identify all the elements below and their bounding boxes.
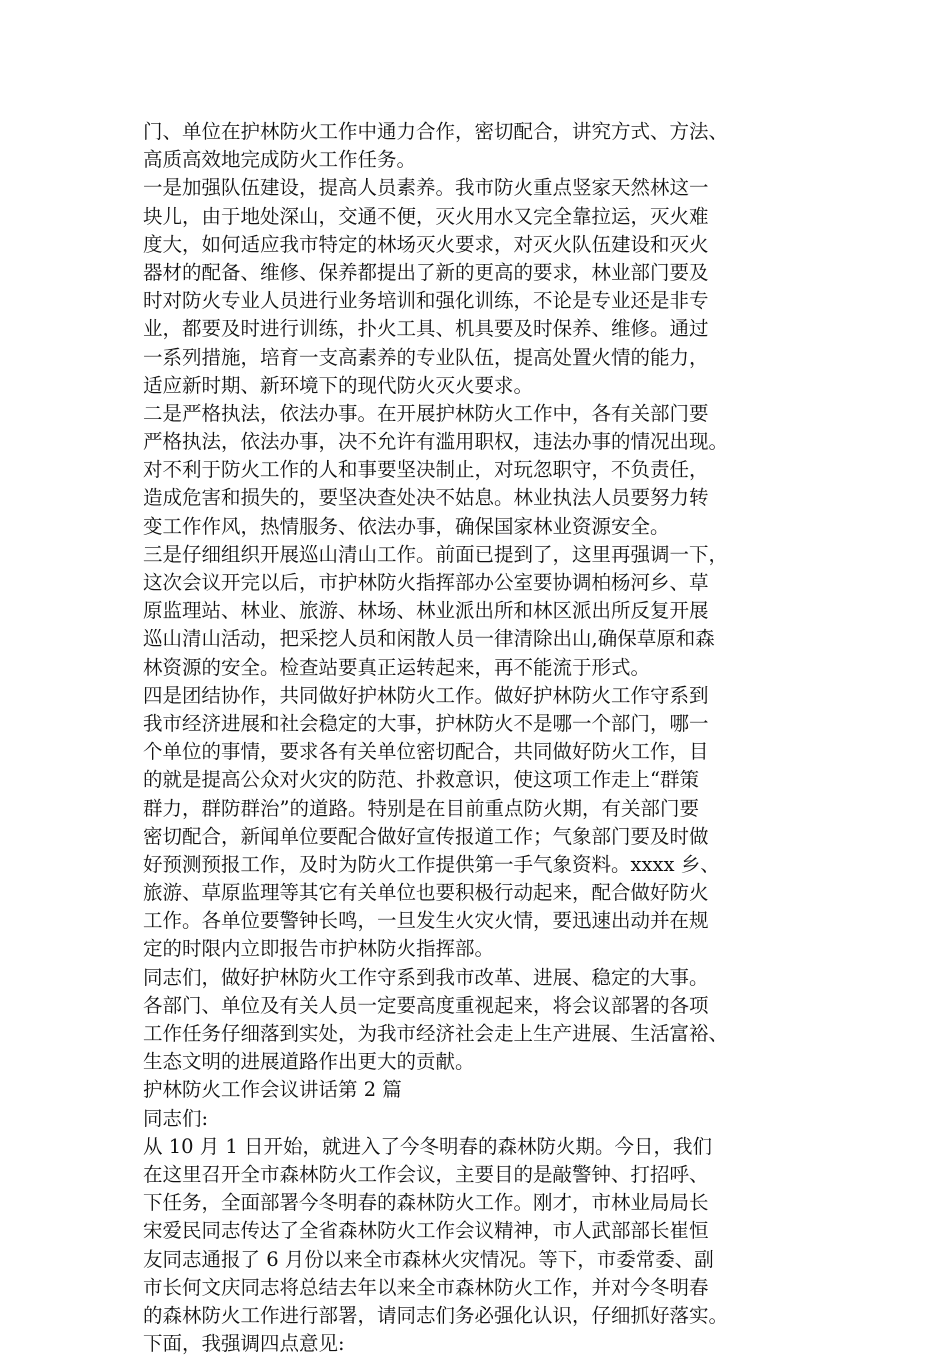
text-line: 工作。各单位要警钟长鸣，一旦发生火灾火情，要迅速出动并在规 <box>143 909 709 933</box>
text-line: 同志们，做好护林防火工作守系到我市改革、进展、稳定的大事。 <box>143 965 709 989</box>
document-body <box>143 118 833 1358</box>
text-line: 从 10 月 1 日开始，就进入了今冬明春的森林防火期。今日，我们 <box>143 1134 713 1158</box>
text-line: 度大，如何适应我市特定的林场灭火要求，对灭火队伍建设和灭火 <box>143 232 709 256</box>
text-line: 时对防火专业人员进行业务培训和强化训练，不论是专业还是非专 <box>143 289 709 313</box>
text-line: 的森林防火工作进行部署，请同志们务必强化认识，仔细抓好落实。 <box>143 1303 729 1327</box>
text-line: 个单位的事情，要求各有关单位密切配合，共同做好防火工作，目 <box>143 740 709 764</box>
text-line: 原监理站、林业、旅游、林场、林业派出所和林区派出所反复开展 <box>143 599 709 623</box>
text-line: 生态文明的进展道路作出更大的贡献。 <box>143 1050 475 1074</box>
text-line: 四是团结协作，共同做好护林防火工作。做好护林防火工作守系到 <box>143 683 709 707</box>
text-line: 定的时限内立即报告市护林防火指挥部。 <box>143 937 495 961</box>
text-line: 护林防火工作会议讲话第 2 篇 <box>143 1078 402 1102</box>
text-line: 林资源的安全。检查站要真正运转起来，再不能流于形式。 <box>143 655 651 679</box>
text-line: 密切配合，新闻单位要配合做好宣传报道工作；气象部门要及时做 <box>143 824 709 848</box>
text-line: 我市经济进展和社会稳定的大事，护林防火不是哪一个部门，哪一 <box>143 711 709 735</box>
text-line: 这次会议开完以后，市护林防火指挥部办公室要协调柏杨河乡、草 <box>143 571 709 594</box>
text-line: 旅游、草原监理等其它有关单位也要积极行动起来，配合做好防火 <box>143 881 709 905</box>
text-line: 友同志通报了 6 月份以来全市森林火灾情况。等下，市委常委、副 <box>143 1247 714 1271</box>
text-line: 群力，群防群治”的道路。特别是在目前重点防火期，有关部门要 <box>143 796 699 820</box>
text-line: 块儿，由于地处深山，交通不便，灭火用水又完全靠拉运，灭火难 <box>143 204 709 228</box>
text-line: 业，都要及时进行训练，扑火工具、机具要及时保养、维修。通过 <box>143 317 709 341</box>
text-line: 造成危害和损失的，要坚决查处决不姑息。林业执法人员要努力转 <box>143 486 709 510</box>
text-line: 门、单位在护林防火工作中通力合作，密切配合，讲究方式、方法、 <box>143 120 729 143</box>
text-line: 市长何文庆同志将总结去年以来全市森林防火工作，并对今冬明春 <box>143 1275 709 1299</box>
text-line: 高质高效地完成防火工作任务。 <box>143 148 417 172</box>
text-line: 各部门、单位及有关人员一定要高度重视起来，将会议部署的各项 <box>143 993 709 1017</box>
text-line: 器材的配备、维修、保养都提出了新的更高的要求，林业部门要及 <box>143 260 709 284</box>
text-line: 一系列措施，培育一支高素养的专业队伍，提高处置火情的能力， <box>143 345 709 369</box>
text-line: 宋爱民同志传达了全省森林防火工作会议精神，市人武部部长崔恒 <box>143 1219 709 1243</box>
text-line: 同志们: <box>143 1106 209 1130</box>
text-line: 在这里召开全市森林防火工作会议，主要目的是敲警钟、打招呼、 <box>143 1162 709 1186</box>
text-line: 下任务，全面部署今冬明春的森林防火工作。刚才，市林业局局长 <box>143 1191 709 1215</box>
text-line: 适应新时期、新环境下的现代防火灭火要求。 <box>143 373 534 397</box>
text-line: 的就是提高公众对火灾的防范、扑救意识，使这项工作走上“群策 <box>143 768 699 792</box>
text-line: 对不利于防火工作的人和事要坚决制止，对玩忽职守，不负责任， <box>143 458 709 482</box>
text-line: 一是加强队伍建设，提高人员素养。我市防火重点竖家天然林这一 <box>143 176 709 200</box>
text-line: 好预测预报工作，及时为防火工作提供第一手气象资料。xxxx 乡、 <box>143 852 720 876</box>
text-line: 严格执法，依法办事，决不允许有滥用职权，违法办事的情况出现。 <box>143 430 729 454</box>
text-line: 巡山清山活动，把采挖人员和闲散人员一律清除出山,确保草原和森 <box>143 627 715 651</box>
text-line: 工作任务仔细落到实处，为我市经济社会走上生产进展、生活富裕、 <box>143 1022 729 1045</box>
text-line: 下面，我强调四点意见: <box>143 1332 345 1356</box>
text-line: 二是严格执法，依法办事。在开展护林防火工作中，各有关部门要 <box>143 401 709 425</box>
text-line: 三是仔细组织开展巡山清山工作。前面已提到了，这里再强调一下， <box>143 542 729 566</box>
text-line: 变工作作风，热情服务、依法办事，确保国家林业资源安全。 <box>143 514 670 538</box>
